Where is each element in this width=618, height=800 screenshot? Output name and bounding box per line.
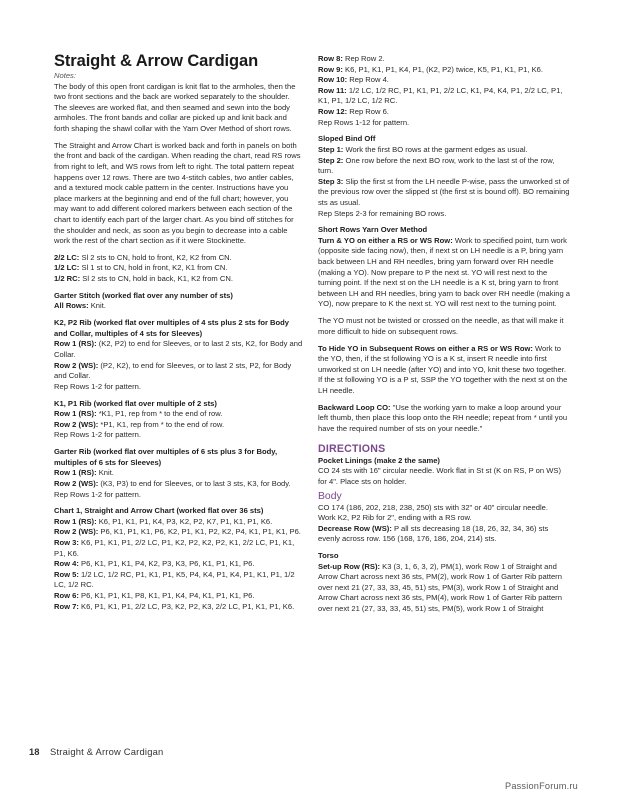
paragraph-text: Rep Row 4. bbox=[347, 75, 389, 85]
paragraph-label: Row 6: bbox=[54, 591, 79, 601]
paragraph bbox=[54, 517, 304, 528]
paragraph-label: To Hide YO in Subsequent Rows on either a RS or WS Row: bbox=[318, 343, 533, 353]
paragraph bbox=[54, 602, 304, 613]
paragraph bbox=[54, 291, 304, 302]
paragraph-text: Slip the first st from the LH needle P-wise, pass the unworked st of the previous row over the slipped st (the first st is bound off). BO remaining sts as usual. bbox=[318, 176, 570, 207]
paragraph bbox=[318, 65, 570, 76]
paragraph bbox=[318, 118, 570, 129]
paragraph bbox=[54, 538, 304, 559]
paragraph bbox=[318, 54, 570, 65]
paragraph-label: Garter Stitch (worked flat over any number of sts) bbox=[54, 290, 233, 300]
paragraph-label: Row 3: bbox=[54, 538, 79, 548]
paragraph-text: Knit. bbox=[88, 301, 106, 311]
paragraph bbox=[318, 236, 570, 310]
paragraph-label: Row 1 (RS): bbox=[54, 516, 97, 526]
paragraph-label: Row 1 (RS): bbox=[54, 409, 97, 419]
footer-title: Straight & Arrow Cardigan bbox=[50, 746, 164, 757]
paragraph-label: K2, P2 Rib (worked flat over multiples of 4 sts plus 2 sts for Body and Collar, multiples of 4 sts for Sleeves) bbox=[54, 318, 290, 338]
right-body bbox=[318, 54, 570, 435]
setup-row bbox=[318, 562, 570, 615]
page-title: Straight & Arrow Cardigan bbox=[54, 52, 259, 70]
paragraph-text: Work to specified point, turn work (opposite side facing now), then, if next st on LH needle is a P, bring yarn back between LH and RH needles, bring yarn forward over RH needle (making a YO). Now prepare to P the next st. YO will rest next to the turning point. If the next st on the LH needle is a K st, bring yarn to front between LH and RH needles, bring yarn to back over RH needle (making a YO), now prepare to K the next st. YO will rest next to the turning point. bbox=[318, 235, 570, 309]
decrease-row-text: P all sts decreasing 18 (18, 26, 32, 34, 36) sts evenly across row. 156 (168, 176, 186, 204, 214) sts. bbox=[318, 523, 549, 544]
paragraph-text: Rep Rows 1-2 for pattern. bbox=[54, 381, 141, 391]
paragraph-label: Step 3: bbox=[318, 176, 344, 186]
paragraph-label: Row 12: bbox=[318, 106, 348, 116]
paragraph-text: Rep Row 6. bbox=[347, 106, 389, 116]
paragraph bbox=[318, 107, 570, 118]
torso-heading: Torso bbox=[318, 551, 339, 561]
left-column bbox=[54, 52, 304, 612]
pocket-linings-title: Pocket Linings (make 2 the same) bbox=[318, 455, 440, 465]
paragraph-label: Step 2: bbox=[318, 155, 344, 165]
paragraph-label: Row 9: bbox=[318, 64, 343, 74]
setup-row-label: Set-up Row (RS): bbox=[318, 561, 381, 571]
paragraph-label: Row 10: bbox=[318, 75, 348, 85]
paragraph bbox=[54, 479, 304, 490]
paragraph bbox=[318, 209, 570, 220]
paragraph bbox=[54, 274, 304, 285]
paragraph-label: Row 1 (RS): bbox=[54, 339, 97, 349]
paragraph-text: Work to the YO, then, if the st following YO is a K st, insert R needle into first unworked st on LH needle (after YO) and into YO, knit these two together. If the st following YO is a P st, SSP the YO together with the next st on the LH needle. bbox=[318, 343, 568, 395]
paragraph-text: The body of this open front cardigan is knit flat to the armholes, then the two front sections and the back are worked separately to the shoulder. The sleeves are worked flat, and then seamed and sewn into the body armholes. The front bands and collar are picked up and knit back and forth shaping the shawl collar with the Yarn Over Method of short rows. bbox=[54, 81, 296, 133]
body-rib-text: Work K2, P2 Rib for 2", ending with a RS row. bbox=[318, 513, 472, 523]
paragraph-label: Row 2 (WS): bbox=[54, 478, 99, 488]
paragraph-text: (P2, K2), to end for Sleeves, or to last 2 sts, P2, for Body and Collar. bbox=[54, 360, 292, 381]
paragraph-text: 1/2 LC, 1/2 RC, P1, K1, P1, 2/2 LC, K1, P4, K4, P1, 2/2 LC, P1, K1, P1, 1/2 LC, 1/2 RC. bbox=[318, 85, 563, 106]
body-heading: Body bbox=[318, 490, 342, 502]
paragraph-text: Rep Rows 1-2 for pattern. bbox=[54, 430, 141, 440]
paragraph bbox=[54, 339, 304, 360]
paragraph bbox=[318, 225, 570, 236]
paragraph bbox=[54, 301, 304, 312]
paragraph bbox=[318, 177, 570, 209]
paragraph-text: Rep Steps 2-3 for remaining BO rows. bbox=[318, 208, 447, 218]
paragraph-label: Row 11: bbox=[318, 85, 347, 95]
paragraph-text: Rep Row 2. bbox=[342, 54, 385, 63]
left-body bbox=[54, 82, 304, 613]
paragraph bbox=[54, 361, 304, 382]
paragraph-label: Turn & YO on either a RS or WS Row: bbox=[318, 235, 453, 245]
paragraph bbox=[54, 82, 304, 135]
paragraph-text: P6, K1, P1, K1, P6, K2, P1, K1, P2, K2, P4, K1, P1, K1, P6. bbox=[98, 527, 301, 537]
pocket-linings-text: CO 24 sts with 16" circular needle. Work flat in St st (K on RS, P on WS) for 4". Place sts on holder. bbox=[318, 466, 561, 486]
paragraph bbox=[318, 75, 570, 86]
paragraph bbox=[318, 145, 570, 156]
decrease-row-label: Decrease Row (WS): bbox=[318, 523, 392, 533]
paragraph-label: Sloped Bind Off bbox=[318, 134, 376, 144]
paragraph bbox=[54, 409, 304, 420]
paragraph-label: Chart 1, Straight and Arrow Chart (worked flat over 36 sts) bbox=[54, 506, 264, 516]
paragraph-label: Row 2 (WS): bbox=[54, 419, 99, 429]
paragraph-label: Backward Loop CO: bbox=[318, 402, 391, 412]
setup-row-text: K3 (3, 1, 6, 3, 2), PM(1), work Row 1 of Straight and Arrow Chart across next 36 sts, PM(2), work Row 1 of Garter Rib pattern over next 21 (27, 33, 33, 45, 51) sts, PM(3), work Row 1 of Straight and Arrow Chart across next 36 sts, PM(4), work Row 1 of Garter Rib pattern over next 21 (27, 33, 33, 45, 51) sts, PM(5), work Row 1 of Straight bbox=[318, 561, 562, 614]
paragraph bbox=[54, 141, 304, 247]
paragraph-text: Knit. bbox=[96, 468, 114, 478]
paragraph-label: K1, P1 Rib (worked flat over multiple of 2 sts) bbox=[54, 398, 217, 408]
paragraph bbox=[54, 318, 304, 339]
paragraph-text: The Straight and Arrow Chart is worked back and forth in panels on both the front and back of the cardigan. When reading the chart, read RS rows from right to left, and WS rows from left to right. The total pattern repeat happens over 12 rows. There are two 4-stitch cables, two antler cables, and a textured mock cable pattern in the center. Instructions have you place markers at the beginning and end of the full chart; however, you may want to add different colored markers between each section of the chart to identify each part of the larger chart. As you bind off stitches for the shoulder and neck, as soon as you begin to decrease into a cable work the rest of the chart section as if it were Stockinette. bbox=[54, 140, 301, 246]
page-footer bbox=[29, 746, 163, 757]
paragraph bbox=[54, 490, 304, 501]
paragraph-label: 2/2 LC: bbox=[54, 252, 80, 262]
paragraph-text: "Use the working yarn to make a loop around your left thumb, then place this loop onto the RH needle; repeat from * until you have the required number of sts on your needle." bbox=[318, 402, 568, 433]
paragraph bbox=[318, 134, 570, 145]
paragraph bbox=[54, 253, 304, 264]
paragraph-text: K6, P1, K1, P1, K4, P3, K2, P2, K7, P1, K1, P1, K6. bbox=[96, 516, 273, 526]
right-column bbox=[318, 54, 570, 615]
paragraph-text: Work the first BO rows at the garment edges as usual. bbox=[343, 144, 528, 154]
paragraph bbox=[54, 506, 304, 517]
paragraph bbox=[54, 382, 304, 393]
paragraph-text: The YO must not be twisted or crossed on the needle, as that will make it more difficult to hide on subsequent rows. bbox=[318, 316, 564, 336]
directions-heading: DIRECTIONS bbox=[318, 442, 386, 455]
paragraph-text: K6, P1, K1, P1, K4, P1, (K2, P2) twice, K5, P1, K1, P1, K6. bbox=[342, 64, 543, 74]
paragraph bbox=[318, 344, 570, 397]
body-cast-on-text: CO 174 (186, 202, 218, 238, 250) sts with 32" or 40" circular needle. bbox=[318, 502, 548, 512]
paragraph-text: (K2, P2) to end for Sleeves, or to last 2 sts, K2, for Body and Collar. bbox=[54, 339, 303, 359]
paragraph bbox=[54, 263, 304, 274]
paragraph-text: 1/2 LC, 1/2 RC, P1, K1, P1, K5, P4, K4, P1, K4, P1, K1, P1, 1/2 LC, 1/2 RC. bbox=[54, 569, 295, 590]
paragraph-text: P6, K1, P1, K1, P8, K1, P1, K4, P4, K1, P1, K1, P6. bbox=[78, 591, 255, 601]
paragraph bbox=[54, 570, 304, 591]
paragraph bbox=[54, 447, 304, 468]
paragraph-text: One row before the next BO row, work to the last st of the row, turn. bbox=[318, 155, 555, 176]
paragraph bbox=[318, 156, 570, 177]
paragraph-text: Sl 2 sts to CN, hold in back, K1, K2 from CN. bbox=[80, 274, 233, 284]
paragraph-label: Row 1 (RS): bbox=[54, 468, 97, 478]
paragraph-label: Row 8: bbox=[318, 54, 343, 63]
paragraph-label: Row 2 (WS): bbox=[54, 360, 99, 370]
watermark: PassionForum.ru bbox=[505, 781, 578, 791]
paragraph bbox=[54, 420, 304, 431]
paragraph-label: Row 2 (WS): bbox=[54, 527, 99, 537]
paragraph-text: Sl 1 st to CN, hold in front, K2, K1 from CN. bbox=[79, 263, 228, 273]
paragraph bbox=[54, 399, 304, 410]
paragraph bbox=[318, 86, 570, 107]
paragraph-text: Rep Rows 1-2 for pattern. bbox=[54, 489, 141, 499]
paragraph-label: Row 7: bbox=[54, 601, 79, 611]
paragraph-text: *K1, P1, rep from * to the end of row. bbox=[96, 409, 223, 419]
paragraph-label: 1/2 RC: bbox=[54, 274, 81, 284]
notes-label: Notes: bbox=[54, 71, 76, 80]
paragraph bbox=[54, 430, 304, 441]
paragraph-label: Row 4: bbox=[54, 559, 79, 569]
decrease-row bbox=[318, 524, 570, 545]
paragraph-label: Step 1: bbox=[318, 144, 344, 154]
paragraph bbox=[54, 527, 304, 538]
paragraph bbox=[54, 468, 304, 479]
paragraph-text: K6, P1, K1, P1, 2/2 LC, P1, K2, P2, K2, P2, K1, 2/2 LC, P1, K1, P1, K6. bbox=[54, 538, 295, 558]
paragraph-text: *P1, K1, rep from * to the end of row. bbox=[98, 419, 225, 429]
paragraph-label: Garter Rib (worked flat over multiples of 6 sts plus 3 for Body, multiples of 6 sts for Sleeves) bbox=[54, 447, 278, 467]
paragraph bbox=[54, 591, 304, 602]
paragraph bbox=[318, 316, 570, 337]
paragraph-text: K6, P1, K1, P1, 2/2 LC, P3, K2, P2, K3, 2/2 LC, P1, K1, P1, K6. bbox=[78, 601, 295, 611]
paragraph-label: 1/2 LC: bbox=[54, 263, 80, 273]
paragraph-label: Row 5: bbox=[54, 569, 79, 579]
paragraph bbox=[54, 559, 304, 570]
paragraph-label: All Rows: bbox=[54, 301, 89, 311]
paragraph-text: Sl 2 sts to CN, hold to front, K2, K2 from CN. bbox=[79, 252, 232, 262]
paragraph-text: (K3, P3) to end for Sleeves, or to last 3 sts, K3, for Body. bbox=[98, 478, 291, 488]
paragraph-label: Short Rows Yarn Over Method bbox=[318, 225, 428, 235]
paragraph-text: P6, K1, P1, K1, P4, K2, P3, K3, P6, K1, P1, K1, P6. bbox=[78, 559, 255, 569]
paragraph-text: Rep Rows 1-12 for pattern. bbox=[318, 117, 410, 127]
page-number: 18 bbox=[29, 746, 40, 757]
paragraph bbox=[318, 403, 570, 435]
